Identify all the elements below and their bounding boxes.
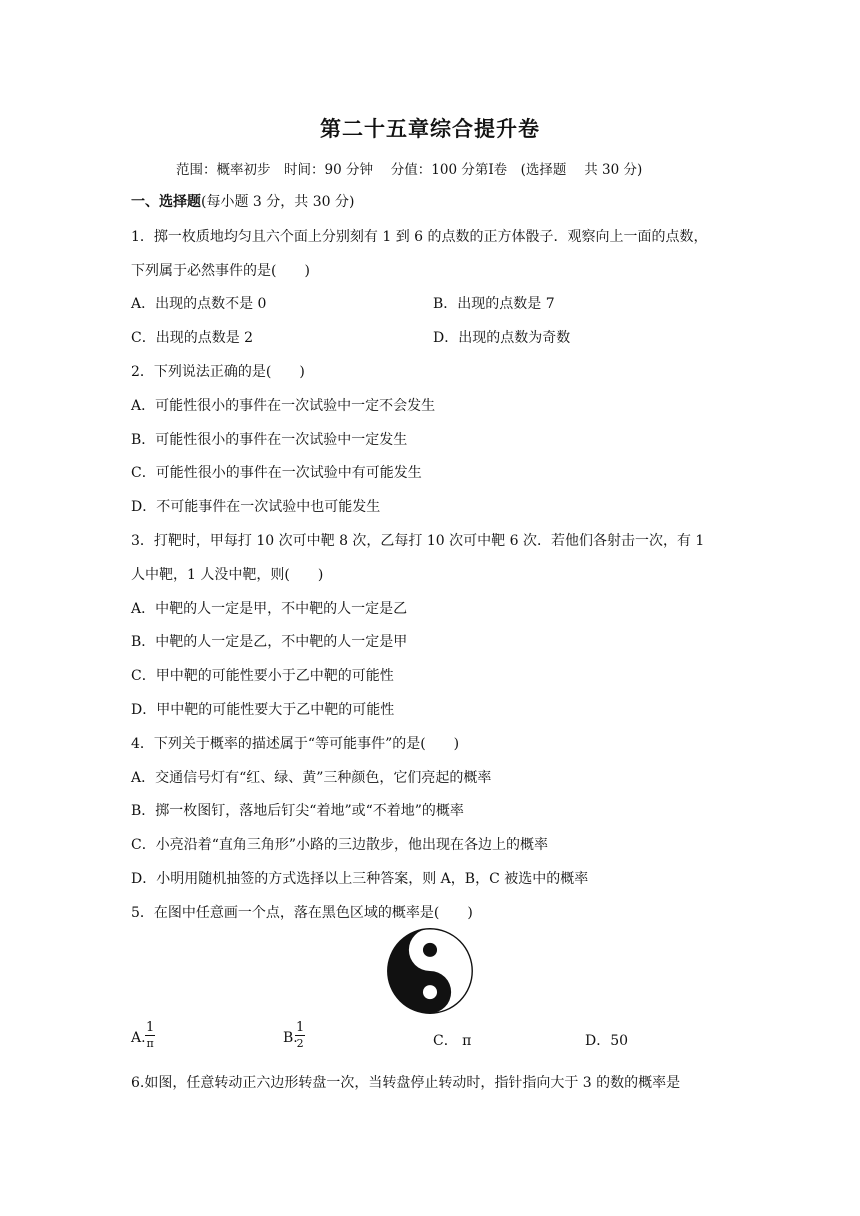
q5-option-c: C． π bbox=[433, 1033, 472, 1049]
q3-option-b: B．中靶的人一定是乙，不中靶的人一定是甲 bbox=[131, 634, 408, 650]
q2-option-c: C．可能性很小的事件在一次试验中有可能发生 bbox=[131, 465, 422, 481]
exam-info: 范围：概率初步 时间：90 分钟 分值：100 分第Ⅰ卷 (选择题 共 30 分) bbox=[176, 162, 643, 178]
q4-option-d: D．小明用随机抽签的方式选择以上三种答案，则 A，B，C 被选中的概率 bbox=[131, 871, 589, 887]
q5-option-b-fraction bbox=[295, 1020, 305, 1051]
section-note: (每小题 3 分，共 30 分) bbox=[201, 194, 355, 210]
q5-option-b-label: B. bbox=[283, 1030, 298, 1046]
q1-option-a: A．出现的点数不是 0 bbox=[131, 296, 267, 312]
q4-option-a: A．交通信号灯有“红、绿、黄”三种颜色，它们亮起的概率 bbox=[131, 770, 492, 786]
q5-option-a-fraction bbox=[145, 1020, 155, 1051]
q1-option-b: B．出现的点数是 7 bbox=[433, 296, 555, 312]
q5-option-a-denominator: π bbox=[146, 1037, 154, 1050]
q5-stem: 5．在图中任意画一个点，落在黑色区域的概率是( ) bbox=[131, 905, 473, 921]
q5-option-b-numerator: 1 bbox=[296, 1020, 305, 1035]
q5-option-a-label: A. bbox=[131, 1030, 146, 1046]
q3-stem-line2: 人中靶，1 人没中靶，则( ) bbox=[131, 567, 324, 583]
q4-stem: 4．下列关于概率的描述属于“等可能事件”的是( ) bbox=[131, 736, 460, 752]
q3-option-a: A．中靶的人一定是甲，不中靶的人一定是乙 bbox=[131, 601, 408, 617]
q2-stem: 2．下列说法正确的是( ) bbox=[131, 364, 305, 380]
page-title: 第二十五章综合提升卷 bbox=[320, 117, 540, 141]
q1-stem-line1: 1．掷一枚质地均匀且六个面上分别刻有 1 到 6 的点数的正方体骰子．观察向上一面的点数， bbox=[131, 229, 708, 245]
q2-option-b: B．可能性很小的事件在一次试验中一定发生 bbox=[131, 432, 408, 448]
q4-option-c: C．小亮沿着“直角三角形”小路的三边散步，他出现在各边上的概率 bbox=[131, 837, 549, 853]
q3-stem-line1: 3．打靶时，甲每打 10 次可中靶 8 次，乙每打 10 次可中靶 6 次．若他们各射击一次，有 1 bbox=[131, 533, 705, 549]
section-heading bbox=[131, 191, 354, 211]
q1-option-c: C．出现的点数是 2 bbox=[131, 330, 254, 346]
q3-option-c: C．甲中靶的可能性要小于乙中靶的可能性 bbox=[131, 668, 394, 684]
q1-stem-line2: 下列属于必然事件的是( ) bbox=[131, 263, 310, 279]
q5-option-b-denominator: 2 bbox=[296, 1037, 304, 1050]
q5-option-a-numerator: 1 bbox=[146, 1020, 155, 1035]
q5-option-d: D．50 bbox=[585, 1033, 629, 1049]
q6-stem: 6.如图，任意转动正六边形转盘一次，当转盘停止转动时，指针指向大于 3 的数的概率是 bbox=[131, 1075, 681, 1091]
yin-yang-figure bbox=[386, 927, 474, 1015]
q4-option-b: B．掷一枚图钉，落地后钉尖“着地”或“不着地”的概率 bbox=[131, 803, 464, 819]
q2-option-a: A．可能性很小的事件在一次试验中一定不会发生 bbox=[131, 398, 436, 414]
section-title: 一、选择题 bbox=[131, 194, 201, 210]
q1-option-d: D．出现的点数为奇数 bbox=[433, 330, 571, 346]
q2-option-d: D．不可能事件在一次试验中也可能发生 bbox=[131, 499, 381, 515]
q3-option-d: D．甲中靶的可能性要大于乙中靶的可能性 bbox=[131, 702, 395, 718]
